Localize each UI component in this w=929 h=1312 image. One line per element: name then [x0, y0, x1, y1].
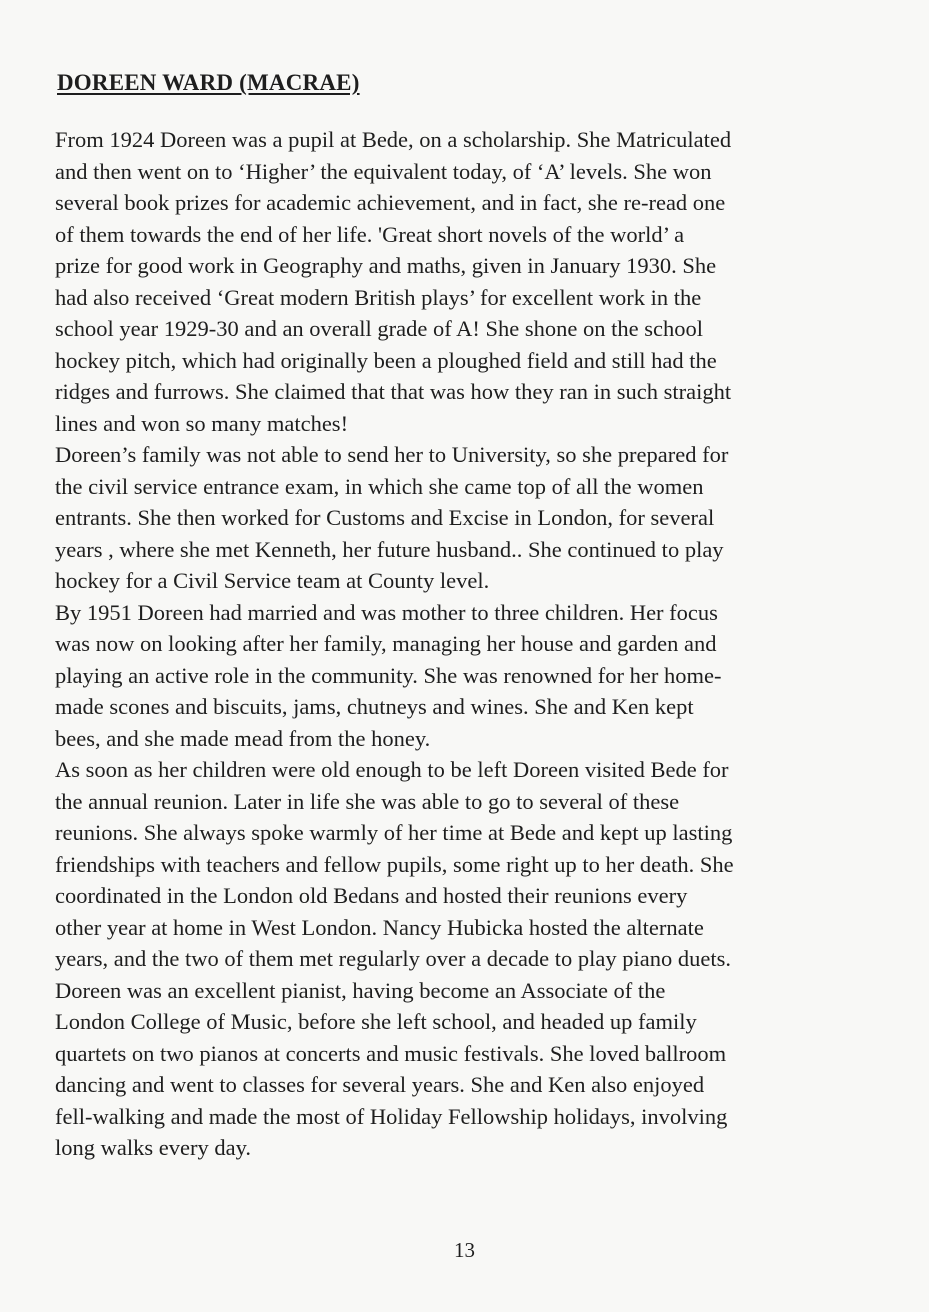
text-line: and then went on to ‘Higher’ the equivalent today, of ‘A’ levels. She won — [55, 158, 712, 184]
text-line: was now on looking after her family, managing her house and garden and — [55, 631, 717, 656]
text-line: playing an active role in the community. She was renowned for her home- — [55, 662, 722, 688]
page-title: DOREEN WARD (MACRAE) — [57, 70, 360, 95]
text-line: By 1951 Doreen had married and was mother to three children. Her focus — [55, 599, 718, 625]
text-line: London College of Music, before she left school, and headed up family — [55, 1009, 697, 1034]
text-line: years, and the two of them met regularly over a decade to play piano duets. — [55, 946, 732, 971]
text-line: hockey pitch, which had originally been a ploughed field and still had the — [55, 347, 717, 373]
text-line: dancing and went to classes for several years. She and Ken also enjoyed — [55, 1072, 705, 1097]
text-line: As soon as her children were old enough to be left Doreen visited Bede for — [55, 757, 729, 782]
text-line: the civil service entrance exam, in which she came top of all the women — [55, 473, 704, 499]
text-line: friendships with teachers and fellow pupils, some right up to her death. She — [55, 851, 734, 877]
text-line: hockey for a Civil Service team at County level. — [55, 568, 490, 593]
text-line: prize for good work in Geography and maths, given in January 1930. She — [55, 253, 717, 278]
text-line: From 1924 Doreen was a pupil at Bede, on a scholarship. She Matriculated — [55, 127, 732, 152]
text-line: years , where she met Kenneth, her future husband.. She continued to play — [55, 536, 724, 562]
text-line: Doreen was an excellent pianist, having become an Associate of the — [55, 977, 666, 1003]
text-line: reunions. She always spoke warmly of her time at Bede and kept up lasting — [55, 820, 733, 845]
text-line: of them towards the end of her life. 'Great short novels of the world’ a — [55, 221, 685, 247]
text-line: other year at home in West London. Nancy Hubicka hosted the alternate — [55, 914, 704, 940]
text-line: long walks every day. — [55, 1135, 251, 1160]
text-line: fell-walking and made the most of Holiday Fellowship holidays, involving — [55, 1103, 728, 1129]
text-line: several book prizes for academic achievement, and in fact, she re-read one — [55, 190, 726, 215]
text-line: Doreen’s family was not able to send her to University, so she prepared for — [55, 442, 729, 467]
text-line: ridges and furrows. She claimed that that was how they ran in such straight — [55, 379, 732, 404]
text-line: lines and won so many matches! — [55, 410, 349, 436]
page-number: 13 — [454, 1238, 475, 1262]
text-line: entrants. She then worked for Customs and Excise in London, for several — [55, 505, 715, 530]
text-line: coordinated in the London old Bedans and hosted their reunions every — [55, 883, 688, 908]
text-line: the annual reunion. Later in life she was able to go to several of these — [55, 788, 680, 814]
text-line: bees, and she made mead from the honey. — [55, 725, 431, 751]
text-line: made scones and biscuits, jams, chutneys and wines. She and Ken kept — [55, 694, 694, 719]
text-line: school year 1929-30 and an overall grade of A! She shone on the school — [55, 316, 703, 341]
text-line: quartets on two pianos at concerts and music festivals. She loved ballroom — [55, 1040, 727, 1066]
biography-body — [55, 124, 895, 1164]
text-line: had also received ‘Great modern British plays’ for excellent work in the — [55, 284, 702, 310]
